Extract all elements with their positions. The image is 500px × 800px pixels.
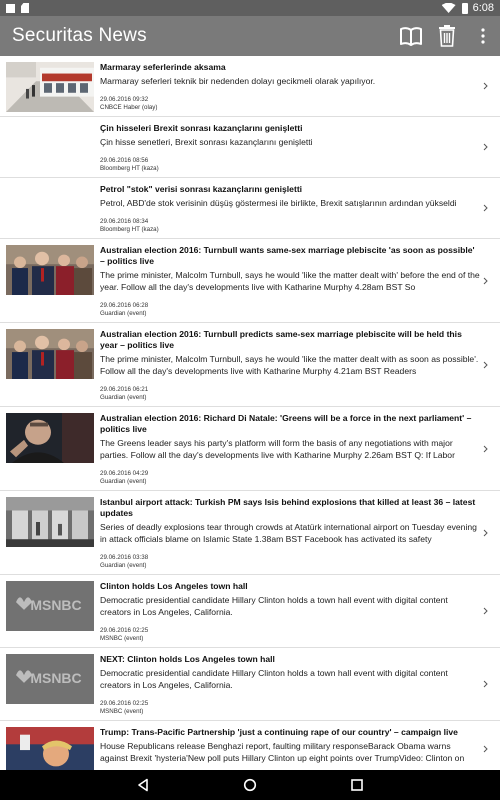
news-thumbnail-wrap — [6, 581, 98, 647]
recents-icon — [350, 778, 364, 792]
chevron-right-icon — [480, 528, 490, 538]
msnbc-watermark: MSNBC — [30, 598, 82, 613]
news-date: 29.06.2016 09:32 — [100, 96, 149, 103]
news-item[interactable] — [0, 491, 500, 575]
news-thumbnail-wrap — [6, 727, 98, 770]
news-item[interactable] — [0, 407, 500, 491]
news-thumbnail — [6, 727, 94, 770]
news-body: Series of deadly explosions tear through crowds at Atatürk international airport on Tuesday evening in attack officials blame on Islamic State 1.38am BST Facebook has activated its safety — [100, 522, 477, 544]
news-date: 29.06.2016 08:56 — [100, 157, 149, 164]
news-content — [98, 56, 500, 116]
news-item[interactable] — [0, 56, 500, 117]
chevron-right-icon — [480, 679, 490, 689]
news-date: 29.06.2016 06:28 — [100, 302, 149, 309]
news-thumbnail-wrap — [6, 413, 98, 490]
news-source: MSNBC (event) — [100, 635, 144, 642]
news-thumbnail-wrap — [6, 123, 98, 177]
news-source: CNBCE Haber (olay) — [100, 104, 158, 111]
news-title: Australian election 2016: Richard Di Natale: 'Greens will be a force in the next parliament' – politics live — [100, 413, 472, 434]
news-title: Istanbul airport attack: Turkish PM says Isis behind explosions that killed at least 36 – latest updates — [100, 497, 476, 518]
chevron-right-icon — [480, 276, 490, 286]
news-item[interactable] — [0, 323, 500, 407]
sd-card-icon — [21, 3, 29, 13]
news-body: Marmaray seferleri teknik bir nedenden dolayı gecikmeli olarak yapılıyor. — [100, 76, 376, 86]
book-button[interactable] — [394, 19, 428, 53]
news-item[interactable] — [0, 575, 500, 648]
news-item[interactable] — [0, 239, 500, 323]
news-thumbnail — [6, 581, 94, 631]
news-thumbnail — [6, 413, 94, 463]
news-source: Guardian (event) — [100, 394, 147, 401]
book-icon — [399, 26, 423, 46]
news-body: Petrol, ABD'de stok verisinin düşüş göstermesi ile birlikte, Brexit satışlarının ardından yükseldi — [100, 198, 457, 208]
news-body: The prime minister, Malcolm Turnbull, says he would 'like the matter dealt with as soon as possible'. Follow all the day's developments live with Katharine Murphy 4.21am BST Readers — [100, 354, 479, 376]
news-thumbnail-wrap — [6, 329, 98, 406]
news-body: Democratic presidential candidate Hillary Clinton holds a town hall event with digital content creators in Los Angeles, California. — [100, 668, 448, 690]
news-content — [98, 239, 500, 322]
chevron-right-icon — [480, 360, 490, 370]
news-body: Çin hisse senetleri, Brexit sonrası kazançlarını genişletti — [100, 137, 313, 147]
back-icon — [136, 778, 150, 792]
news-date: 29.06.2016 04:29 — [100, 470, 149, 477]
recents-button[interactable] — [345, 773, 369, 797]
news-content — [98, 721, 500, 770]
news-thumbnail — [6, 497, 94, 547]
news-source: MSNBC (event) — [100, 708, 144, 715]
nav-bar — [0, 770, 500, 800]
chevron-right-icon — [480, 203, 490, 213]
news-body: House Republicans release Benghazi report, faulting military responseBarack Obama warns against Brexit 'hysteria'New poll puts Hillary Clinton up eight points over TrumpVideo: Clinton on — [100, 741, 465, 763]
back-button[interactable] — [131, 773, 155, 797]
news-thumbnail-wrap — [6, 654, 98, 720]
news-body: The Greens leader says his party's platform will form the basis of any negotiations with major parties. Follow all the day's developments live with Katharine Murphy 2.26am BST Q: If Labor — [100, 438, 455, 460]
news-content — [98, 178, 500, 238]
news-date: 29.06.2016 02:25 — [100, 700, 149, 707]
news-title: Marmaray seferlerinde aksama — [100, 62, 226, 72]
wifi-icon — [442, 3, 456, 13]
news-date: 29.06.2016 02:25 — [100, 627, 149, 634]
news-thumbnail-wrap — [6, 62, 98, 116]
news-list[interactable] — [0, 56, 500, 770]
chevron-right-icon — [480, 744, 490, 754]
news-content — [98, 407, 500, 490]
notification-square-icon — [6, 4, 15, 13]
app-title: Securitas News — [12, 25, 147, 46]
news-date: 29.06.2016 06:21 — [100, 386, 149, 393]
news-thumbnail — [6, 654, 94, 704]
home-button[interactable] — [238, 773, 262, 797]
news-source: Bloomberg HT (kaza) — [100, 226, 159, 233]
news-item[interactable] — [0, 117, 500, 178]
status-time: 6:08 — [472, 2, 494, 14]
news-title: Çin hisseleri Brexit sonrası kazançlarını genişletti — [100, 123, 303, 133]
news-title: Clinton holds Los Angeles town hall — [100, 581, 248, 591]
news-thumbnail-wrap — [6, 245, 98, 322]
action-bar — [0, 16, 500, 56]
news-content — [98, 323, 500, 406]
news-thumbnail-wrap — [6, 184, 98, 238]
news-source: Guardian (event) — [100, 310, 147, 317]
news-item[interactable] — [0, 178, 500, 239]
news-content — [98, 117, 500, 177]
overflow-menu-icon — [480, 28, 486, 44]
news-title: Australian election 2016: Turnbull wants same-sex marriage plebiscite 'as soon as possible' – politics live — [100, 245, 475, 266]
trash-icon — [438, 25, 456, 47]
news-title: Australian election 2016: Turnbull predicts same-sex marriage plebiscite will be held this year – politics live — [100, 329, 462, 350]
chevron-right-icon — [480, 81, 490, 91]
news-title: Petrol "stok" verisi sonrası kazançlarını genişletti — [100, 184, 303, 194]
news-item[interactable] — [0, 721, 500, 770]
overflow-menu-button[interactable] — [466, 19, 500, 53]
chevron-right-icon — [480, 606, 490, 616]
battery-icon — [462, 3, 468, 14]
news-item[interactable] — [0, 648, 500, 721]
trash-button[interactable] — [430, 19, 464, 53]
news-body: Democratic presidential candidate Hillary Clinton holds a town hall event with digital content creators in Los Angeles, California. — [100, 595, 448, 617]
news-source: Guardian (event) — [100, 562, 147, 569]
news-thumbnail — [6, 245, 94, 295]
news-date: 29.06.2016 03:38 — [100, 554, 149, 561]
news-content — [98, 648, 500, 720]
chevron-right-icon — [480, 444, 490, 454]
news-date: 29.06.2016 08:34 — [100, 218, 149, 225]
news-content — [98, 491, 500, 574]
status-bar — [0, 0, 500, 16]
chevron-right-icon — [480, 142, 490, 152]
news-title: NEXT: Clinton holds Los Angeles town hall — [100, 654, 275, 664]
news-body: The prime minister, Malcolm Turnbull, says he would 'like the matter dealt with' before the end of the year. Follow all the day's developments live with Katharine Murphy 4.28am BST So — [100, 270, 480, 292]
news-title: Trump: Trans-Pacific Partnership 'just a continuing rape of our country' – campaign live — [100, 727, 458, 737]
msnbc-watermark: MSNBC — [30, 671, 82, 686]
news-thumbnail — [6, 62, 94, 112]
news-source: Guardian (event) — [100, 478, 147, 485]
home-icon — [243, 778, 257, 792]
news-thumbnail — [6, 329, 94, 379]
news-source: Bloomberg HT (kaza) — [100, 165, 159, 172]
news-thumbnail-wrap — [6, 497, 98, 574]
news-content — [98, 575, 500, 647]
